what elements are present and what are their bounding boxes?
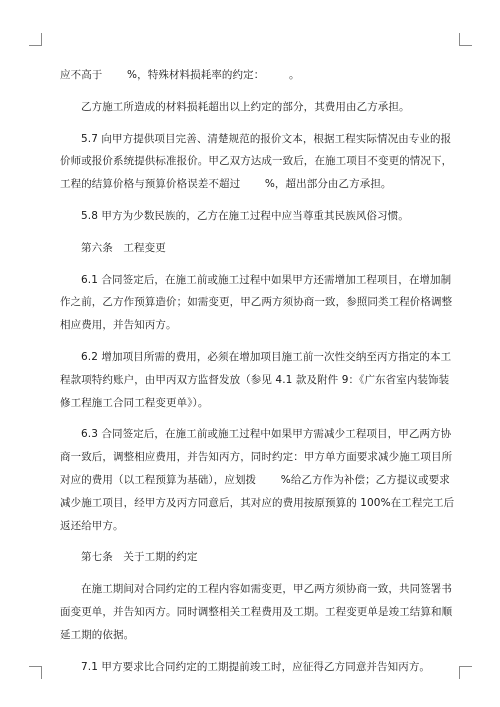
- text-line: 工程的结算价格与预算价格误差不超过 %，超出部分由乙方承担。: [60, 178, 392, 191]
- paragraph: [60, 96, 442, 119]
- text-line: 价师或报价系统提供标准报价。甲乙双方达成一致后，在施工项目不变更的情况下，: [60, 155, 453, 168]
- text-line: 7.1 甲方要求比合同约定的工期提前竣工时，应征得乙方同意并告知丙方。: [81, 660, 431, 673]
- text-line: 返还给甲方。: [60, 519, 124, 532]
- document-body: [60, 64, 455, 687]
- paragraph: [60, 128, 453, 196]
- text-line: 应不高于 %，特殊材料损耗率的约定： 。: [60, 69, 300, 81]
- text-line: 第六条 工程变更: [81, 241, 166, 254]
- crop-mark-bottom-right: [459, 666, 472, 679]
- paragraph: [60, 237, 442, 260]
- text-line: 对应的费用（以工程预算为基础），应划拨 %给乙方作为补偿；乙方提议或要求: [60, 473, 450, 486]
- text-line: 乙方施工所造成的材料损耗超出以上约定的部分，其费用由乙方承担。: [81, 100, 410, 113]
- text-line: 修工程施工合同工程变更单》）。: [60, 396, 209, 409]
- paragraph: [60, 64, 442, 87]
- crop-mark-top-right: [459, 33, 472, 46]
- text-line: 5.8 甲方为少数民族的，乙方在施工过程中应当尊重其民族风俗习惯。: [81, 209, 409, 222]
- paragraph: [60, 423, 455, 537]
- text-line: 在施工期间对合同约定的工程内容如需变更，甲乙两方须协商一致，共同签署书: [81, 583, 452, 596]
- paragraph: [60, 346, 452, 414]
- paragraph: [60, 269, 453, 337]
- paragraph: [60, 578, 453, 646]
- text-line: 减少施工项目，经甲方及丙方同意后，其对应的费用按原预算的 100%在工程完工后: [60, 496, 455, 509]
- text-line: 6.1 合同签定后，在施工前或施工过程中如果甲方还需增加工程项目，在增加制: [81, 273, 452, 286]
- crop-mark-bottom-left: [29, 666, 42, 679]
- paragraph: [60, 656, 442, 679]
- text-line: 面变更单，并告知丙方。同时调整相关工程费用及工期。工程变更单是竣工结算和顺: [60, 605, 453, 618]
- text-line: 程款项特约账户，由甲丙双方监督发放（参见 4.1 款及附件 9：《广东省室内装饰装: [60, 373, 450, 386]
- crop-mark-top-left: [29, 33, 42, 46]
- text-line: 5.7 向甲方提供项目完善、清楚规范的报价文本，根据工程实际情况由专业的报: [81, 132, 452, 145]
- text-line: 6.3 合同签定后，在施工前或施工过程中如果甲方需减少工程项目，甲乙两方协: [81, 428, 452, 441]
- paragraph: [60, 546, 442, 569]
- text-line: 相应费用，并告知丙方。: [60, 319, 177, 332]
- text-line: 商一致后，调整相应费用，并告知丙方，同时约定：甲方单方面要求减少施工项目所: [60, 451, 453, 464]
- paragraph: [60, 205, 442, 228]
- text-line: 延工期的依据。: [60, 628, 135, 641]
- text-line: 作之前，乙方作预算造价；如需变更，甲乙两方须协商一致，参照同类工程价格调整: [60, 296, 453, 309]
- text-line: 6.2 增加项目所需的费用，必须在增加项目施工前一次性交纳至丙方指定的本工: [81, 350, 452, 363]
- text-line: 第七条 关于工期的约定: [81, 551, 198, 564]
